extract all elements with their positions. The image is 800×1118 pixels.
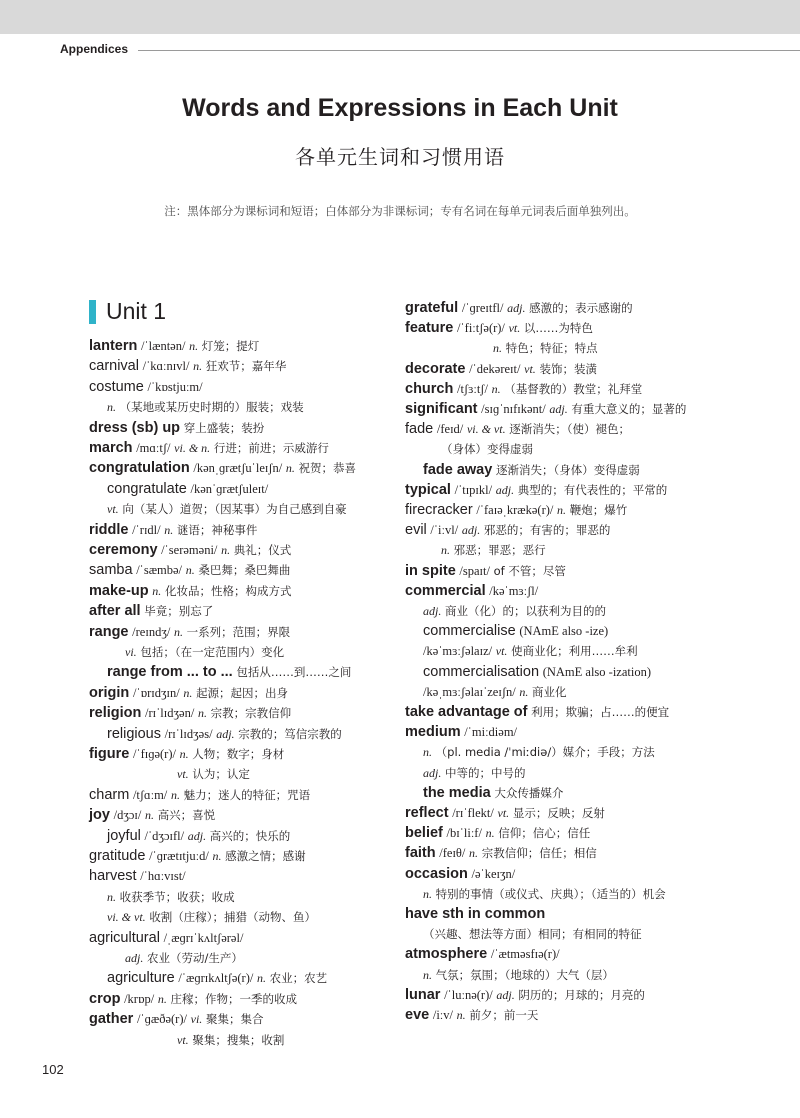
vocab-entry xyxy=(89,846,306,866)
vocab-entry xyxy=(89,785,310,805)
definition: 起源；起因；出身 xyxy=(196,685,289,700)
headword: gratitude xyxy=(89,848,146,864)
phonetic: /iːv/ xyxy=(432,1008,454,1022)
vocab-entry xyxy=(89,520,257,540)
definition: 信仰；信心；信任 xyxy=(498,826,591,841)
headword: atmosphere xyxy=(405,946,488,963)
phonetic: /ˈkɒstjuːm/ xyxy=(147,379,203,394)
part-of-speech: n. xyxy=(189,339,199,353)
headword: after all xyxy=(89,603,141,620)
phonetic: /kəˈmɜːʃəlaɪz/ xyxy=(423,644,493,659)
part-of-speech: n. xyxy=(221,543,231,557)
definition: 商业（化）的；以获利为目的的 xyxy=(445,604,606,618)
headword: fade away xyxy=(423,461,493,478)
definition: 谜语；神秘事件 xyxy=(176,522,258,537)
headword: faith xyxy=(405,845,436,862)
headword: religious xyxy=(107,725,161,742)
definition: 宗教；宗教信仰 xyxy=(210,706,292,721)
phonetic: /ˈdʒɔɪfl/ xyxy=(144,828,185,843)
phonetic: /ˈfiːtʃə(r)/ xyxy=(457,321,505,336)
part-of-speech: n. xyxy=(107,400,116,415)
part-of-speech: adj. xyxy=(125,951,144,965)
part-of-speech: adj. xyxy=(496,987,515,1002)
vocab-entry xyxy=(89,540,291,560)
definition: 宗教信仰；信任；相信 xyxy=(481,846,597,861)
part-of-speech: vt. xyxy=(497,806,510,820)
definition: 农业；农艺 xyxy=(269,971,328,986)
vocab-entry xyxy=(405,702,669,722)
phonetic: /ˈiːvl/ xyxy=(430,523,459,538)
legend-note: 注：黑体部分为课标词和短语；白体部分为非课标词；专有名词在每单元词表后面单独列出。 xyxy=(164,204,636,218)
phonetic: /ˈæɡrɪkʌltʃə(r)/ xyxy=(178,971,254,986)
headword: ceremony xyxy=(89,542,158,558)
definition: 装饰；装潢 xyxy=(539,361,597,376)
definition: 感激之情；感谢 xyxy=(225,849,306,863)
part-of-speech: n. xyxy=(441,543,450,558)
part-of-speech: n. xyxy=(179,747,189,761)
vocab-entry xyxy=(89,1009,263,1029)
phonetic: /ˈfaɪəˌkrækə(r)/ xyxy=(476,503,554,517)
definition: 典型的；有代表性的；平常的 xyxy=(517,482,668,497)
phonetic: /rɪˈlɪdʒəs/ xyxy=(164,726,213,741)
header-band xyxy=(0,0,800,34)
vocab-entry xyxy=(107,479,268,499)
part-of-speech: n. xyxy=(183,685,193,700)
phonetic: /feɪd/ xyxy=(436,422,464,437)
vocab-entry xyxy=(423,783,563,803)
vocab-entry xyxy=(405,419,630,439)
vocab-entry xyxy=(107,397,304,417)
vocab-entry xyxy=(423,965,614,985)
headword: dress (sb) up xyxy=(89,419,181,436)
vocab-entry xyxy=(107,499,347,519)
part-of-speech: n. xyxy=(423,745,432,760)
definition: 魅力；迷人的特征；咒语 xyxy=(183,787,311,802)
definition: 中等的；中号的 xyxy=(445,765,526,780)
definition: （基督教的）教堂；礼拜堂 xyxy=(504,381,643,396)
vocab-entry xyxy=(405,379,642,399)
vocab-entry xyxy=(423,601,606,621)
headword: samba xyxy=(89,562,133,579)
definition: 收割（庄稼）；捕猎（动物、鱼） xyxy=(149,910,317,925)
phonetic: /tʃɜːtʃ/ xyxy=(457,381,488,396)
part-of-speech: vt. xyxy=(177,1032,189,1047)
vocab-entry xyxy=(423,621,608,641)
section-label: Appendices xyxy=(60,42,129,56)
definition: （某地或某历史时期的）服装；戏装 xyxy=(119,400,304,415)
headword: eve xyxy=(405,1007,430,1023)
part-of-speech: n. xyxy=(170,787,180,802)
headword: grateful xyxy=(405,300,459,316)
phonetic: /ˈfɪɡə(r)/ xyxy=(132,747,176,761)
headword: charm xyxy=(89,786,130,803)
headword: make-up xyxy=(89,582,149,599)
definition: of 不管；尽管 xyxy=(493,563,566,578)
headword: significant xyxy=(405,401,478,417)
part-of-speech: n. xyxy=(285,461,295,476)
headword: have sth in common xyxy=(405,906,546,922)
part-of-speech: n. xyxy=(145,808,155,823)
definition: 以……为特色 xyxy=(523,321,593,336)
headword: agricultural xyxy=(89,929,160,946)
phonetic: /ˈmiːdiəm/ xyxy=(464,725,518,740)
definition: 行进；前进；示威游行 xyxy=(213,441,329,455)
headword: reflect xyxy=(405,805,449,821)
definition: 高兴；喜悦 xyxy=(157,808,216,823)
part-of-speech: vt. xyxy=(524,361,536,376)
vocab-entry xyxy=(405,298,633,318)
definition: 特色；特征；特点 xyxy=(505,341,598,356)
vocab-entry xyxy=(89,377,203,397)
vocab-entry xyxy=(89,356,286,376)
headword: lantern xyxy=(89,338,138,354)
phonetic: /ˈhɑːvɪst/ xyxy=(140,869,186,884)
headword: medium xyxy=(405,724,461,741)
phonetic: /ˈtɪpɪkl/ xyxy=(454,482,493,497)
part-of-speech: adj. xyxy=(549,402,568,416)
vocab-entry xyxy=(89,928,243,948)
part-of-speech: n. xyxy=(197,706,207,721)
part-of-speech: n. xyxy=(107,889,116,904)
definition: 逐渐消失；（身体）变得虚弱 xyxy=(495,462,640,477)
definition: 认为；认定 xyxy=(192,767,250,782)
headword: belief xyxy=(405,825,443,842)
definition: 祝贺；恭喜 xyxy=(298,461,357,476)
headword: crop xyxy=(89,990,121,1007)
phonetic: (NAmE also -ization) xyxy=(542,664,652,679)
definition: 气氛；氛围；（地球的）大气（层） xyxy=(435,967,614,982)
vocab-entry xyxy=(405,1005,538,1025)
phonetic: /bɪˈliːf/ xyxy=(446,826,482,841)
headword: joyful xyxy=(107,827,141,844)
vocab-entry xyxy=(89,805,215,825)
headword: costume xyxy=(89,378,144,395)
vocab-entry xyxy=(89,601,213,621)
headword: commercial xyxy=(405,582,486,599)
headword: carnival xyxy=(89,358,139,375)
definition: 使商业化；利用……牟利 xyxy=(511,644,638,659)
definition: 典礼；仪式 xyxy=(233,543,292,557)
phonetic: /spaɪt/ xyxy=(459,563,490,578)
vocab-entry xyxy=(107,968,327,988)
header-rule xyxy=(138,50,800,51)
vocab-entry xyxy=(441,439,533,459)
part-of-speech: adj. xyxy=(423,765,442,780)
headword: firecracker xyxy=(405,502,473,518)
vocab-entry xyxy=(107,724,342,744)
phonetic: (NAmE also -ize) xyxy=(519,624,609,639)
definition: 农业（劳动/生产） xyxy=(147,951,243,965)
vocab-entry xyxy=(405,722,517,742)
headword: range xyxy=(89,623,129,640)
definition: 逐渐消失；（使）褪色； xyxy=(509,422,630,437)
vocab-entry xyxy=(89,622,290,642)
phonetic: /ˈluːnə(r)/ xyxy=(444,987,493,1002)
vocab-entry xyxy=(405,520,610,540)
vocab-entry xyxy=(89,336,259,356)
vocab-entry xyxy=(89,581,291,601)
vocab-entry xyxy=(107,887,235,907)
part-of-speech: vt. xyxy=(107,502,119,517)
part-of-speech: n. xyxy=(185,563,195,578)
vocab-entry xyxy=(441,540,546,560)
phonetic: /ˈɒrɪdʒɪn/ xyxy=(132,685,180,700)
definition: 向（某人）道贺；（因某事）为自己感到自豪 xyxy=(122,502,347,517)
headword: decorate xyxy=(405,360,466,377)
vocab-entry xyxy=(125,642,284,662)
part-of-speech: n. xyxy=(491,381,501,396)
page-subtitle: 各单元生词和习惯用语 xyxy=(295,145,505,169)
part-of-speech: n. xyxy=(152,583,162,598)
vocab-entry xyxy=(423,742,655,762)
part-of-speech: n. xyxy=(423,967,432,982)
vocab-entry xyxy=(405,904,545,924)
headword: take advantage of xyxy=(405,704,528,720)
phonetic: /reɪndʒ/ xyxy=(132,624,171,639)
part-of-speech: n. xyxy=(164,522,174,537)
vocab-entry xyxy=(177,1030,284,1050)
vocab-entry xyxy=(89,683,288,703)
headword: riddle xyxy=(89,521,129,538)
definition: 灯笼；提灯 xyxy=(201,339,260,353)
vocab-entry xyxy=(405,500,627,520)
phonetic: /ˈætməsfɪə(r)/ xyxy=(490,947,560,962)
vocab-entry xyxy=(89,703,291,723)
definition: 宗教的；笃信宗教的 xyxy=(238,726,342,741)
vocab-entry xyxy=(423,662,651,682)
phonetic: /ˈrɪdl/ xyxy=(132,522,161,537)
part-of-speech: vt. xyxy=(177,767,189,782)
headword: occasion xyxy=(405,865,468,882)
vocab-entry xyxy=(405,944,560,964)
vocab-entry xyxy=(405,399,686,419)
definition: 前夕；前一天 xyxy=(469,1008,539,1022)
headword: agriculture xyxy=(107,970,175,987)
definition: 邪恶；罪恶；恶行 xyxy=(453,543,546,558)
definition: 穿上盛装；装扮 xyxy=(183,420,265,435)
part-of-speech: n. xyxy=(557,503,567,517)
vocab-entry xyxy=(177,764,250,784)
phonetic: /kəˌmɜːʃəlaɪˈzeɪʃn/ xyxy=(423,684,516,699)
vocab-entry xyxy=(107,826,290,846)
definition: 邪恶的；有害的；罪恶的 xyxy=(483,523,611,538)
headword: commercialise xyxy=(423,623,516,640)
headword: congratulation xyxy=(89,460,190,477)
part-of-speech: vi. & vt. xyxy=(466,422,506,437)
phonetic: /ˈkɑːnɪvl/ xyxy=(142,359,190,374)
headword: fade xyxy=(405,421,434,438)
part-of-speech: n. xyxy=(456,1008,466,1022)
definition: 高兴的；快乐的 xyxy=(209,828,291,843)
part-of-speech: vi. & vt. xyxy=(107,910,146,925)
unit-title: Unit 1 xyxy=(106,298,167,324)
vocab-entry xyxy=(423,682,567,702)
vocab-entry xyxy=(89,560,290,580)
headword: typical xyxy=(405,481,451,498)
definition: 聚集；集合 xyxy=(205,1012,264,1027)
phonetic: /ˈsæmbə/ xyxy=(136,563,183,578)
page-number: 102 xyxy=(42,1062,64,1077)
vocab-entry xyxy=(89,458,356,478)
phonetic: /kəˈmɜːʃl/ xyxy=(489,583,539,598)
vocab-entry xyxy=(493,338,598,358)
vocab-entry xyxy=(89,866,186,886)
headword: harvest xyxy=(89,868,137,885)
definition: 狂欢节；嘉年华 xyxy=(205,359,287,374)
definition: 大众传播媒介 xyxy=(494,785,564,800)
phonetic: /sɪɡˈnɪfɪkənt/ xyxy=(481,402,546,416)
vocab-entry xyxy=(405,803,605,823)
part-of-speech: vi. xyxy=(190,1012,203,1027)
headword: origin xyxy=(89,684,130,701)
definition: 商业化 xyxy=(532,684,567,699)
part-of-speech: n. xyxy=(469,846,479,861)
phonetic: /əˈkeɪʒn/ xyxy=(471,866,516,881)
unit-accent-bar xyxy=(89,300,96,324)
definition: 鞭炮；爆竹 xyxy=(569,503,628,517)
page-title: Words and Expressions in Each Unit xyxy=(182,94,618,122)
phonetic: /dʒɔɪ/ xyxy=(113,808,142,823)
vocab-entry xyxy=(423,460,640,480)
vocab-entry xyxy=(423,884,666,904)
headword: church xyxy=(405,380,454,397)
headword: joy xyxy=(89,807,110,824)
phonetic: /ˈɡrætɪtjuːd/ xyxy=(149,849,209,863)
vocab-entry xyxy=(405,318,593,338)
phonetic: /ˈɡæðə(r)/ xyxy=(136,1012,187,1027)
definition: 庄稼；作物；一季的收成 xyxy=(170,991,298,1006)
vocab-entry xyxy=(405,359,597,379)
part-of-speech: n. xyxy=(157,991,167,1006)
definition: 利用；欺骗；占……的便宜 xyxy=(531,705,670,719)
headword: congratulate xyxy=(107,480,187,497)
vocab-entry xyxy=(405,480,667,500)
phonetic: /rɪˈflekt/ xyxy=(452,806,494,820)
definition: 桑巴舞；桑巴舞曲 xyxy=(198,563,291,578)
headword: range from ... to ... xyxy=(107,664,233,681)
phonetic: /kənˌɡrætʃuˈleɪʃn/ xyxy=(193,461,283,476)
headword: evil xyxy=(405,522,427,539)
definition: 聚集；搜集；收割 xyxy=(192,1032,285,1047)
vocab-entry xyxy=(405,864,515,884)
part-of-speech: n. xyxy=(257,971,266,986)
definition: 特别的事情（或仪式、庆典）；（适当的）机会 xyxy=(435,886,666,901)
definition: 毕竟；别忘了 xyxy=(144,604,214,619)
definition: （兴趣、想法等方面）相同；有相同的特征 xyxy=(423,927,642,942)
vocab-entry xyxy=(405,843,597,863)
definition: （身体）变得虚弱 xyxy=(441,442,533,457)
part-of-speech: n. xyxy=(212,849,222,863)
vocab-entry xyxy=(423,763,526,783)
headword: gather xyxy=(89,1011,134,1028)
phonetic: /rɪˈlɪdʒən/ xyxy=(145,706,195,721)
definition: 化妆品；性格；构成方式 xyxy=(164,583,292,598)
vocab-entry xyxy=(89,418,264,438)
vocab-entry xyxy=(89,438,329,458)
vocab-entry xyxy=(125,948,243,968)
headword: in spite xyxy=(405,562,456,579)
headword: religion xyxy=(89,705,142,722)
phonetic: /ˈlæntən/ xyxy=(141,339,186,353)
unit-heading xyxy=(89,298,166,325)
part-of-speech: adj. xyxy=(423,604,442,618)
definition: 包括；（在一定范围内）变化 xyxy=(140,645,285,659)
part-of-speech: n. xyxy=(519,684,529,699)
vocab-entry xyxy=(405,581,538,601)
part-of-speech: n. xyxy=(174,624,183,639)
headword: lunar xyxy=(405,986,441,1003)
phonetic: /krɒp/ xyxy=(124,991,155,1006)
phonetic: /mɑːtʃ/ xyxy=(136,441,171,455)
part-of-speech: adj. xyxy=(495,482,515,497)
headword: march xyxy=(89,440,133,456)
part-of-speech: vi. xyxy=(125,645,137,659)
phonetic: /ˌæɡrɪˈkʌltʃərəl/ xyxy=(163,930,244,945)
part-of-speech: adj. xyxy=(507,301,526,315)
phonetic: /tʃɑːm/ xyxy=(132,787,168,802)
definition: 阴历的；月球的；月亮的 xyxy=(518,987,645,1002)
vocab-entry xyxy=(89,744,284,764)
definition: （pl. media /ˈmiːdiə/）媒介；手段；方法 xyxy=(435,745,655,760)
phonetic: /ˈɡreɪtfl/ xyxy=(461,301,504,315)
part-of-speech: n. xyxy=(423,886,432,901)
definition: 收获季节；收获；收成 xyxy=(119,889,235,904)
part-of-speech: n. xyxy=(493,341,502,356)
definition: 有重大意义的；显著的 xyxy=(571,402,687,416)
part-of-speech: adj. xyxy=(461,523,481,538)
phonetic: /kənˈɡrætʃuleɪt/ xyxy=(190,481,269,496)
part-of-speech: vt. xyxy=(508,321,521,336)
vocab-entry xyxy=(107,662,351,682)
headword: the media xyxy=(423,784,491,801)
definition: 人物；数字；身材 xyxy=(192,747,285,761)
definition: 一系列；范围；界限 xyxy=(186,624,291,639)
part-of-speech: n. xyxy=(193,359,203,374)
part-of-speech: adj. xyxy=(187,828,207,843)
vocab-entry xyxy=(423,924,642,944)
vocab-entry xyxy=(405,823,590,843)
part-of-speech: vt. xyxy=(495,644,508,659)
definition: 包括从……到……之间 xyxy=(236,665,352,680)
vocab-entry xyxy=(107,907,316,927)
headword: figure xyxy=(89,746,130,762)
vocab-entry xyxy=(405,561,566,581)
phonetic: /ˈdekəreɪt/ xyxy=(469,361,521,376)
headword: feature xyxy=(405,320,454,337)
phonetic: /feɪθ/ xyxy=(439,846,466,861)
vocab-entry xyxy=(89,989,297,1009)
definition: 显示；反映；反射 xyxy=(512,806,605,820)
vocab-entry xyxy=(423,641,638,661)
definition: 感激的；表示感谢的 xyxy=(529,301,633,315)
vocab-entry xyxy=(405,985,645,1005)
part-of-speech: vi. & n. xyxy=(174,441,211,455)
headword: commercialisation xyxy=(423,663,540,680)
part-of-speech: n. xyxy=(485,826,495,841)
part-of-speech: adj. xyxy=(216,726,235,741)
phonetic: /ˈserəməni/ xyxy=(161,543,218,557)
